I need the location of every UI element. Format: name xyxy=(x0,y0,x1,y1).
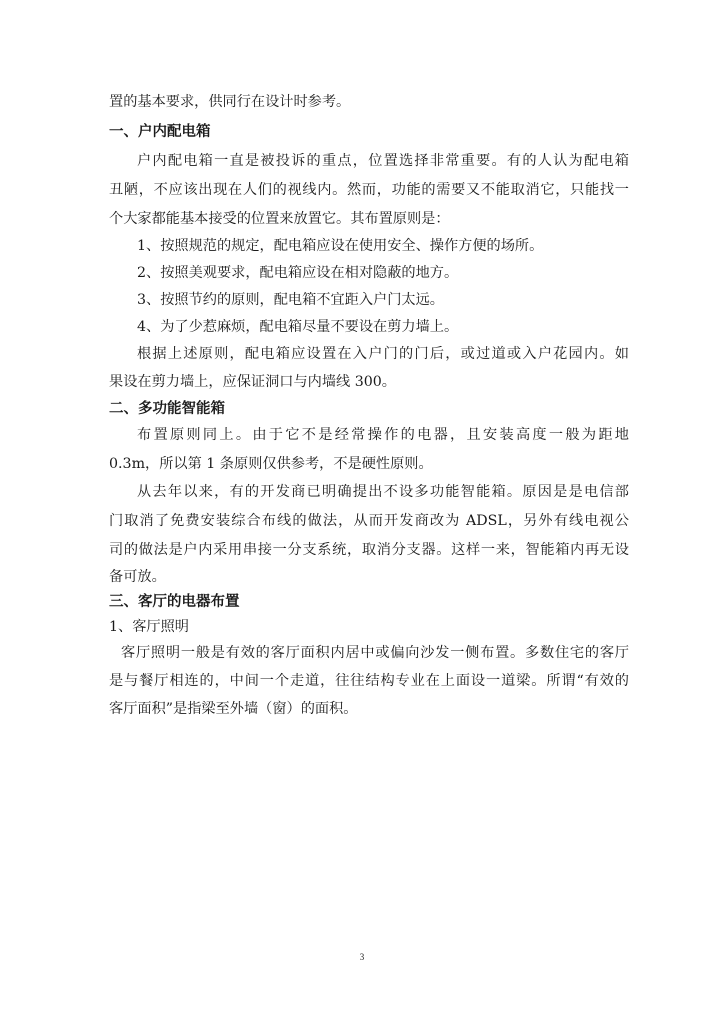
paragraph-line: 布置原则同上。由于它不是经常操作的电器，且安装高度一般为距地 xyxy=(137,427,629,443)
paragraph-line: 果设在剪力墙上，应保证洞口与内墙线 300。 xyxy=(109,374,396,390)
list-item-4: 4、为了少惹麻烦，配电箱尽量不要设在剪力墙上。 xyxy=(137,319,459,335)
paragraph-line: 备可放。 xyxy=(109,569,166,585)
list-item-1: 1、按照规范的规定，配电箱应设在使用安全、操作方便的场所。 xyxy=(137,238,544,254)
paragraph-line: 门取消了免费安装综合布线的做法，从而开发商改为 ADSL，另外有线电视公 xyxy=(109,513,629,529)
section-heading-1: 一、户内配电箱 xyxy=(109,124,211,140)
paragraph-line: 根据上述原则，配电箱应设置在入户门的门后，或过道或入户花园内。如 xyxy=(137,346,629,362)
paragraph-line: 是与餐厅相连的，中间一个走道，往往结构专业在上面设一道梁。所谓“有效的 xyxy=(109,673,629,689)
paragraph-line: 客厅面积”是指梁至外墙（窗）的面积。 xyxy=(109,701,358,717)
list-item-2: 2、按照美观要求，配电箱应设在相对隐蔽的地方。 xyxy=(137,265,459,281)
paragraph-line: 个大家都能基本接受的位置来放置它。其布置原则是： xyxy=(109,211,450,227)
subsection-heading: 1、客厅照明 xyxy=(109,619,189,635)
paragraph-line: 0.3m，所以第 1 条原则仅供参考，不是硬性原则。 xyxy=(109,456,433,472)
section-heading-3: 三、客厅的电器布置 xyxy=(109,594,240,610)
list-item-3: 3、按照节约的原则，配电箱不宜距入户门太远。 xyxy=(137,292,444,308)
paragraph-line: 从去年以来，有的开发商已明确提出不设多功能智能箱。原因是是电信部 xyxy=(137,484,629,500)
paragraph-line: 司的做法是户内采用串接一分支系统，取消分支器。这样一来，智能箱内再无设 xyxy=(109,542,629,558)
page-number: 3 xyxy=(359,952,365,962)
paragraph-line: 丑陋，不应该出现在人们的视线内。然而，功能的需要又不能取消它，只能找一 xyxy=(109,182,629,198)
section-heading-2: 二、多功能智能箱 xyxy=(109,401,225,417)
paragraph-line: 户内配电箱一直是被投诉的重点，位置选择非常重要。有的人认为配电箱 xyxy=(137,153,629,169)
text-line-1: 置的基本要求，供同行在设计时参考。 xyxy=(109,94,351,110)
paragraph-line: 客厅照明一般是有效的客厅面积内居中或偏向沙发一侧布置。多数住宅的客厅 xyxy=(121,645,629,661)
